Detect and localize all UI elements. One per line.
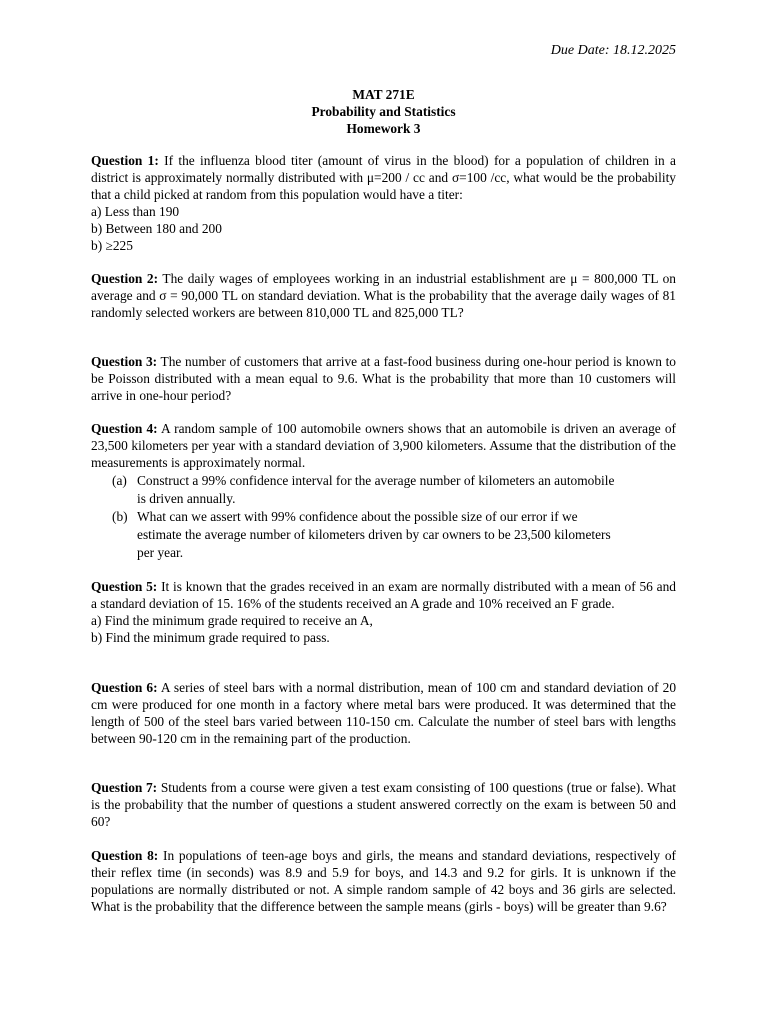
question-5 xyxy=(91,579,676,647)
question-label: Question 5: xyxy=(91,579,158,594)
question-label: Question 7: xyxy=(91,780,158,795)
question-part: b) Find the minimum grade required to pass. xyxy=(91,629,330,645)
question-part: a) Find the minimum grade required to receive an A, xyxy=(91,612,373,628)
question-label: Question 8: xyxy=(91,848,159,863)
assignment-title: Homework 3 xyxy=(346,121,421,136)
sub-question-marker: (b) xyxy=(112,508,128,524)
question-part: a) Less than 190 xyxy=(91,203,180,219)
question-2 xyxy=(91,271,676,322)
document-header xyxy=(91,86,676,137)
question-text: A random sample of 100 automobile owners shows that an automobile is driven an average of 23,500 kilometers per year with a standard deviation of 3,900 kilometers. Assume that the distribution of the measurements is approximately normal. xyxy=(91,421,677,470)
question-part: b) ≥225 xyxy=(91,237,133,253)
question-4 xyxy=(91,421,676,562)
question-3 xyxy=(91,354,676,405)
question-8 xyxy=(91,848,676,916)
question-7 xyxy=(91,780,676,831)
sub-question-a xyxy=(91,472,617,508)
question-1 xyxy=(91,153,676,254)
sub-question-marker: (a) xyxy=(112,472,127,488)
course-code: MAT 271E xyxy=(352,87,415,102)
sub-question-b xyxy=(91,508,617,562)
question-label: Question 1: xyxy=(91,153,159,168)
question-text: In populations of teen-age boys and girls, the means and standard deviations, respectively of their reflex time (in seconds) was 8.9 and 5.9 for boys, and 14.3 and 9.2 for girls. It is unknown if the populations are normally distributed or not. A simple random sample of 42 boys and 36 girls are selected. What is the probability that the difference between the sample means (girls - boys) will be greater than 9.6? xyxy=(91,848,676,914)
course-title: Probability and Statistics xyxy=(311,104,456,119)
question-text: The number of customers that arrive at a fast-food business during one-hour period is known to be Poisson distributed with a mean equal to 9.6. What is the probability that more than 10 customers will arrive in one-hour period? xyxy=(91,354,677,403)
question-text: The daily wages of employees working in an industrial establishment are μ = 800,000 TL on average and σ = 90,000 TL on standard deviation. What is the probability that the average daily wages of 81 randomly selected workers are between 810,000 TL and 825,000 TL? xyxy=(91,271,677,320)
question-text: A series of steel bars with a normal distribution, mean of 100 cm and standard deviation of 20 cm were produced for one month in a factory where metal bars were produced. It was determined that the length of 500 of the steel bars varied between 110-150 cm. Calculate the number of steel bars with lengths between 90-120 cm in the remaining part of the production. xyxy=(91,680,677,746)
question-label: Question 4: xyxy=(91,421,158,436)
question-label: Question 2: xyxy=(91,271,159,286)
question-text: Students from a course were given a test exam consisting of 100 questions (true or false). What is the probability that the number of questions a student answered correctly on the exam is between 50 and 60? xyxy=(91,780,676,829)
sub-question-list xyxy=(91,472,676,562)
question-6 xyxy=(91,680,676,748)
due-date: Due Date: 18.12.2025 xyxy=(550,43,676,58)
question-label: Question 3: xyxy=(91,354,158,369)
sub-question-text: Construct a 99% confidence interval for the average number of kilometers an automobile is driven annually. xyxy=(137,472,615,506)
question-label: Question 6: xyxy=(91,680,158,695)
question-text: It is known that the grades received in an exam are normally distributed with a mean of 56 and a standard deviation of 15. 16% of the students received an A grade and 10% received an F grade. xyxy=(91,579,676,611)
question-text: If the influenza blood titer (amount of virus in the blood) for a population of children in a district is approximately normally distributed with μ=200 / cc and σ=100 /cc, what would be the probability that a child picked at random from this population would have a titer: xyxy=(91,153,676,202)
sub-question-text: What can we assert with 99% confidence about the possible size of our error if we estimate the average number of kilometers driven by car owners to be 23,500 kilometers per year. xyxy=(137,508,611,560)
question-part: b) Between 180 and 200 xyxy=(91,220,222,236)
